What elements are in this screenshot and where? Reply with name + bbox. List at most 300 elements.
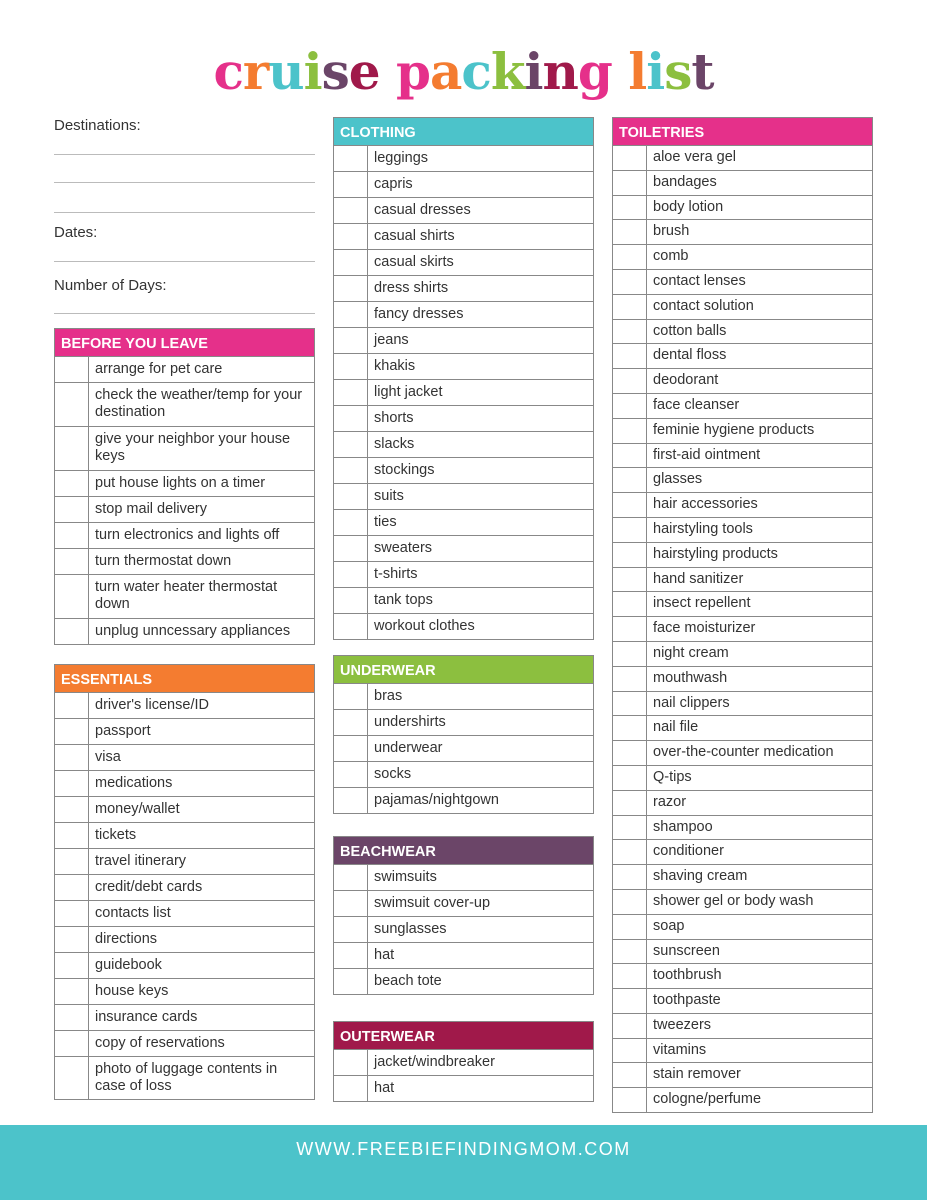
- checklist-item: [613, 319, 872, 344]
- checkbox[interactable]: [55, 575, 89, 618]
- checkbox[interactable]: [613, 518, 647, 542]
- days-line[interactable]: [54, 313, 315, 314]
- item-label: photo of luggage contents in case of loss: [95, 1061, 278, 1094]
- item-label: t-shirts: [374, 566, 418, 582]
- checkbox[interactable]: [334, 917, 368, 942]
- checkbox[interactable]: [334, 406, 368, 431]
- checkbox[interactable]: [55, 693, 89, 718]
- item-label: night cream: [653, 644, 729, 661]
- checklist-item: [613, 963, 872, 988]
- checklist-item: [613, 616, 872, 641]
- section-outerwear: [333, 1021, 594, 1102]
- item-label: conditioner: [653, 843, 724, 860]
- item-label: driver's license/ID: [95, 697, 209, 713]
- checklist-item: [334, 223, 593, 249]
- item-label: first-aid ointment: [653, 446, 761, 463]
- title-letter: i: [524, 42, 543, 101]
- item-label: brush: [653, 223, 690, 240]
- checklist-item: [55, 978, 314, 1004]
- checklist-item: [55, 770, 314, 796]
- item-label: face cleanser: [653, 396, 740, 413]
- checklist-item: [55, 522, 314, 548]
- checkbox[interactable]: [334, 328, 368, 353]
- checklist-item: [334, 197, 593, 223]
- checklist-item: [55, 1030, 314, 1056]
- item-label: nail clippers: [653, 694, 730, 711]
- checkbox[interactable]: [55, 497, 89, 522]
- checkbox[interactable]: [55, 1057, 89, 1099]
- checklist-item: [613, 864, 872, 889]
- checklist-item: [613, 145, 872, 170]
- item-label: body lotion: [653, 198, 724, 215]
- section-before-you-leave: [54, 328, 315, 645]
- checkbox[interactable]: [613, 766, 647, 790]
- checkbox[interactable]: [334, 788, 368, 813]
- checklist-item: [55, 848, 314, 874]
- checkbox[interactable]: [55, 953, 89, 978]
- checkbox[interactable]: [55, 619, 89, 644]
- checkbox[interactable]: [334, 510, 368, 535]
- item-label: give your neighbor your house keys: [95, 431, 291, 464]
- checklist-item: [334, 864, 593, 890]
- checkbox[interactable]: [55, 771, 89, 796]
- item-label: contacts list: [95, 905, 171, 921]
- section-header: BEACHWEAR: [334, 837, 593, 864]
- checklist-item: [613, 244, 872, 269]
- checkbox[interactable]: [55, 427, 89, 470]
- checklist-item: [613, 914, 872, 939]
- checkbox[interactable]: [613, 964, 647, 988]
- checklist-item: [613, 492, 872, 517]
- checklist-item: [613, 170, 872, 195]
- item-label: workout clothes: [374, 618, 475, 634]
- checklist-item: [55, 718, 314, 744]
- checklist-item: [613, 1087, 872, 1112]
- checklist-item: [55, 900, 314, 926]
- checkbox[interactable]: [334, 380, 368, 405]
- item-label: glasses: [653, 471, 703, 488]
- checklist-item: [55, 874, 314, 900]
- section-header: BEFORE YOU LEAVE: [55, 329, 314, 356]
- checkbox[interactable]: [334, 614, 368, 639]
- checklist-item: [55, 356, 314, 382]
- checkbox[interactable]: [55, 745, 89, 770]
- item-label: hairstyling tools: [653, 520, 753, 537]
- checkbox[interactable]: [55, 927, 89, 952]
- item-label: turn electronics and lights off: [95, 527, 280, 543]
- item-label: money/wallet: [95, 801, 180, 817]
- title-letter: n: [542, 42, 578, 101]
- item-label: underwear: [374, 740, 443, 756]
- checkbox[interactable]: [55, 357, 89, 382]
- title-letter: e: [348, 42, 380, 101]
- checkbox[interactable]: [55, 383, 89, 426]
- checklist-item: [55, 426, 314, 470]
- checkbox[interactable]: [613, 1014, 647, 1038]
- checkbox[interactable]: [613, 816, 647, 840]
- checklist-item: [613, 988, 872, 1013]
- title-letter: t: [691, 42, 714, 101]
- days-label: Number of Days:: [54, 277, 167, 294]
- checkbox[interactable]: [613, 394, 647, 418]
- checkbox[interactable]: [334, 684, 368, 709]
- item-label: toothbrush: [653, 967, 722, 984]
- checkbox[interactable]: [613, 592, 647, 616]
- item-label: copy of reservations: [95, 1035, 225, 1051]
- checklist-item: [613, 691, 872, 716]
- title-letter: u: [268, 42, 304, 101]
- checkbox[interactable]: [334, 172, 368, 197]
- checkbox[interactable]: [613, 493, 647, 517]
- checklist-item: [334, 735, 593, 761]
- item-label: unplug unncessary appliances: [95, 623, 291, 639]
- checkbox[interactable]: [613, 444, 647, 468]
- checkbox[interactable]: [334, 736, 368, 761]
- checklist-item: [613, 269, 872, 294]
- item-label: swimsuit cover-up: [374, 895, 491, 911]
- item-label: insurance cards: [95, 1009, 198, 1025]
- checklist-item: [334, 145, 593, 171]
- item-label: cologne/perfume: [653, 1091, 762, 1108]
- title-letter: c: [461, 42, 491, 101]
- item-label: hairstyling products: [653, 545, 778, 562]
- checkbox[interactable]: [334, 1050, 368, 1075]
- item-label: shorts: [374, 410, 414, 426]
- checklist-item: [334, 709, 593, 735]
- checklist-item: [334, 379, 593, 405]
- section-header: ESSENTIALS: [55, 665, 314, 692]
- checklist-item: [613, 666, 872, 691]
- checkbox[interactable]: [613, 171, 647, 195]
- checklist-item: [613, 195, 872, 220]
- item-label: hand sanitizer: [653, 570, 744, 587]
- item-label: visa: [95, 749, 121, 765]
- item-label: feminie hygiene products: [653, 421, 815, 438]
- checkbox[interactable]: [613, 890, 647, 914]
- item-label: razor: [653, 793, 687, 810]
- checklist-item: [55, 952, 314, 978]
- checklist-item: [334, 457, 593, 483]
- item-label: sunscreen: [653, 942, 720, 959]
- item-label: contact lenses: [653, 272, 746, 289]
- item-label: pajamas/nightgown: [374, 792, 499, 808]
- destinations-line-2[interactable]: [54, 182, 315, 183]
- checkbox[interactable]: [334, 562, 368, 587]
- checklist-item: [613, 443, 872, 468]
- checklist-item: [334, 405, 593, 431]
- checkbox[interactable]: [334, 762, 368, 787]
- item-label: travel itinerary: [95, 853, 187, 869]
- item-label: stockings: [374, 462, 435, 478]
- destinations-label: Destinations:: [54, 117, 141, 134]
- checkbox[interactable]: [613, 568, 647, 592]
- item-label: shaving cream: [653, 868, 748, 885]
- checklist-item: [334, 761, 593, 787]
- checkbox[interactable]: [55, 1005, 89, 1030]
- checkbox[interactable]: [613, 245, 647, 269]
- item-label: contact solution: [653, 297, 754, 314]
- checklist-item: [334, 171, 593, 197]
- checklist-item: [55, 548, 314, 574]
- item-label: undershirts: [374, 714, 446, 730]
- item-label: aloe vera gel: [653, 149, 737, 165]
- title-letter: s: [664, 42, 692, 101]
- checkbox[interactable]: [334, 969, 368, 994]
- checklist-item: [613, 591, 872, 616]
- item-label: house keys: [95, 983, 169, 999]
- item-label: suits: [374, 488, 404, 504]
- checkbox[interactable]: [334, 891, 368, 916]
- checkbox[interactable]: [55, 875, 89, 900]
- checklist-item: [613, 815, 872, 840]
- item-label: leggings: [374, 150, 429, 166]
- checkbox[interactable]: [55, 901, 89, 926]
- title-letter: c: [213, 42, 243, 101]
- title-letter: p: [396, 42, 430, 101]
- checkbox[interactable]: [55, 1031, 89, 1056]
- item-label: credit/debt cards: [95, 879, 203, 895]
- item-label: capris: [374, 176, 413, 192]
- checklist-item: [334, 301, 593, 327]
- title-letter: g: [577, 42, 612, 101]
- item-label: beach tote: [374, 973, 442, 989]
- checklist-item: [613, 517, 872, 542]
- checkbox[interactable]: [613, 940, 647, 964]
- checkbox[interactable]: [55, 979, 89, 1004]
- checklist-item: [334, 1075, 593, 1101]
- checklist-item: [613, 939, 872, 964]
- checkbox[interactable]: [613, 741, 647, 765]
- checkbox[interactable]: [613, 468, 647, 492]
- title-letter: k: [490, 42, 525, 101]
- item-label: light jacket: [374, 384, 443, 400]
- item-label: passport: [95, 723, 151, 739]
- destinations-line-3[interactable]: [54, 212, 315, 213]
- item-label: slacks: [374, 436, 415, 452]
- checklist-item: [334, 561, 593, 587]
- checklist-item: [334, 683, 593, 709]
- item-label: sunglasses: [374, 921, 447, 937]
- item-label: tank tops: [374, 592, 433, 608]
- checklist-item: [334, 613, 593, 639]
- checklist-item: [334, 916, 593, 942]
- title-letter: a: [429, 42, 462, 101]
- item-label: dental floss: [653, 347, 727, 364]
- checklist-item: [613, 567, 872, 592]
- checklist-item: [55, 796, 314, 822]
- checkbox[interactable]: [613, 642, 647, 666]
- section-clothing: [333, 117, 594, 640]
- item-label: socks: [374, 766, 412, 782]
- checkbox[interactable]: [334, 250, 368, 275]
- item-label: bras: [374, 688, 403, 704]
- checkbox[interactable]: [613, 716, 647, 740]
- item-label: shampoo: [653, 818, 713, 835]
- title-letter: s: [321, 42, 349, 101]
- checkbox[interactable]: [613, 344, 647, 368]
- item-label: dress shirts: [374, 280, 449, 296]
- item-label: medications: [95, 775, 173, 791]
- checkbox[interactable]: [55, 471, 89, 496]
- checklist-item: [613, 343, 872, 368]
- checkbox[interactable]: [613, 989, 647, 1013]
- checkbox[interactable]: [334, 943, 368, 968]
- checklist-item: [55, 744, 314, 770]
- checkbox[interactable]: [613, 295, 647, 319]
- checklist-item: [334, 587, 593, 613]
- destinations-line-1[interactable]: [54, 154, 315, 155]
- item-label: cotton balls: [653, 322, 727, 339]
- checkbox[interactable]: [334, 354, 368, 379]
- checklist-item: [613, 542, 872, 567]
- checklist-item: [334, 942, 593, 968]
- item-label: turn water heater thermostat down: [95, 579, 278, 612]
- checklist-item: [613, 418, 872, 443]
- section-essentials: [54, 664, 315, 1100]
- checklist-item: [334, 483, 593, 509]
- item-label: over-the-counter medication: [653, 744, 834, 761]
- checkbox[interactable]: [613, 692, 647, 716]
- item-label: casual skirts: [374, 254, 454, 270]
- checklist-item: [613, 219, 872, 244]
- checkbox[interactable]: [613, 840, 647, 864]
- checkbox[interactable]: [55, 719, 89, 744]
- checklist-item: [334, 787, 593, 813]
- checklist-item: [613, 393, 872, 418]
- item-label: insect repellent: [653, 595, 751, 612]
- checklist-item: [55, 618, 314, 644]
- item-label: arrange for pet care: [95, 361, 223, 377]
- checklist-item: [334, 431, 593, 457]
- checkbox[interactable]: [613, 146, 647, 170]
- dates-line[interactable]: [54, 261, 315, 262]
- checklist-item: [334, 535, 593, 561]
- item-label: khakis: [374, 358, 416, 374]
- checkbox[interactable]: [613, 196, 647, 220]
- checklist-item: [334, 275, 593, 301]
- checklist-item: [55, 382, 314, 426]
- checkbox[interactable]: [334, 458, 368, 483]
- item-label: shower gel or body wash: [653, 892, 814, 909]
- checkbox[interactable]: [613, 1088, 647, 1112]
- item-label: fancy dresses: [374, 306, 464, 322]
- checkbox[interactable]: [613, 667, 647, 691]
- checkbox[interactable]: [334, 276, 368, 301]
- checklist-item: [613, 368, 872, 393]
- checklist-item: [613, 839, 872, 864]
- checklist-item: [334, 327, 593, 353]
- item-label: swimsuits: [374, 869, 437, 885]
- checkbox[interactable]: [334, 588, 368, 613]
- item-label: turn thermostat down: [95, 553, 232, 569]
- item-label: hat: [374, 947, 395, 963]
- item-label: check the weather/temp for your destination: [95, 387, 303, 420]
- checkbox[interactable]: [613, 220, 647, 244]
- item-label: tweezers: [653, 1016, 712, 1033]
- checkbox[interactable]: [334, 198, 368, 223]
- checklist-item: [55, 1056, 314, 1099]
- checklist-item: [334, 968, 593, 994]
- checkbox[interactable]: [334, 484, 368, 509]
- item-label: jeans: [374, 332, 409, 348]
- section-toiletries: [612, 117, 873, 1113]
- item-label: hat: [374, 1080, 395, 1096]
- section-header: CLOTHING: [334, 118, 593, 145]
- checkbox[interactable]: [334, 710, 368, 735]
- checkbox[interactable]: [334, 1076, 368, 1101]
- checkbox[interactable]: [613, 270, 647, 294]
- checklist-item: [613, 467, 872, 492]
- item-label: put house lights on a timer: [95, 475, 266, 491]
- checkbox[interactable]: [334, 865, 368, 890]
- checkbox[interactable]: [334, 146, 368, 171]
- checklist-item: [55, 926, 314, 952]
- checklist-item: [55, 574, 314, 618]
- footer-url[interactable]: WWW.FREEBIEFINDINGMOM.COM: [0, 1125, 927, 1200]
- item-label: nail file: [653, 719, 699, 736]
- checklist-item: [55, 822, 314, 848]
- checkbox[interactable]: [613, 320, 647, 344]
- item-label: tickets: [95, 827, 137, 843]
- checkbox[interactable]: [613, 915, 647, 939]
- checkbox[interactable]: [334, 536, 368, 561]
- checklist-item: [55, 496, 314, 522]
- checkbox[interactable]: [613, 369, 647, 393]
- checkbox[interactable]: [55, 549, 89, 574]
- section-beachwear: [333, 836, 594, 995]
- checkbox[interactable]: [55, 849, 89, 874]
- checklist-item: [613, 1062, 872, 1087]
- title-letter: l: [628, 42, 647, 101]
- checkbox[interactable]: [613, 419, 647, 443]
- checkbox[interactable]: [334, 432, 368, 457]
- item-label: guidebook: [95, 957, 162, 973]
- checklist-item: [55, 692, 314, 718]
- item-label: casual dresses: [374, 202, 471, 218]
- item-label: comb: [653, 248, 689, 265]
- checklist-item: [613, 1038, 872, 1063]
- checkbox[interactable]: [613, 617, 647, 641]
- item-label: deodorant: [653, 372, 719, 389]
- checklist-item: [613, 715, 872, 740]
- dates-label: Dates:: [54, 224, 98, 241]
- checklist-item: [334, 890, 593, 916]
- checkbox[interactable]: [334, 302, 368, 327]
- checkbox[interactable]: [613, 543, 647, 567]
- item-label: face moisturizer: [653, 620, 756, 637]
- item-label: ties: [374, 514, 397, 530]
- checkbox[interactable]: [613, 1039, 647, 1063]
- checklist-item: [55, 470, 314, 496]
- checkbox[interactable]: [613, 865, 647, 889]
- section-header: UNDERWEAR: [334, 656, 593, 683]
- item-label: directions: [95, 931, 158, 947]
- trip-info: [54, 0, 315, 320]
- checklist-item: [334, 353, 593, 379]
- checklist-item: [334, 1049, 593, 1075]
- checklist-item: [334, 249, 593, 275]
- checklist-item: [613, 1013, 872, 1038]
- item-label: bandages: [653, 173, 717, 190]
- checkbox[interactable]: [334, 224, 368, 249]
- checkbox[interactable]: [55, 797, 89, 822]
- checkbox[interactable]: [613, 1063, 647, 1087]
- item-label: vitamins: [653, 1041, 707, 1058]
- checkbox[interactable]: [55, 823, 89, 848]
- item-label: casual shirts: [374, 228, 455, 244]
- checkbox[interactable]: [55, 523, 89, 548]
- checkbox[interactable]: [613, 791, 647, 815]
